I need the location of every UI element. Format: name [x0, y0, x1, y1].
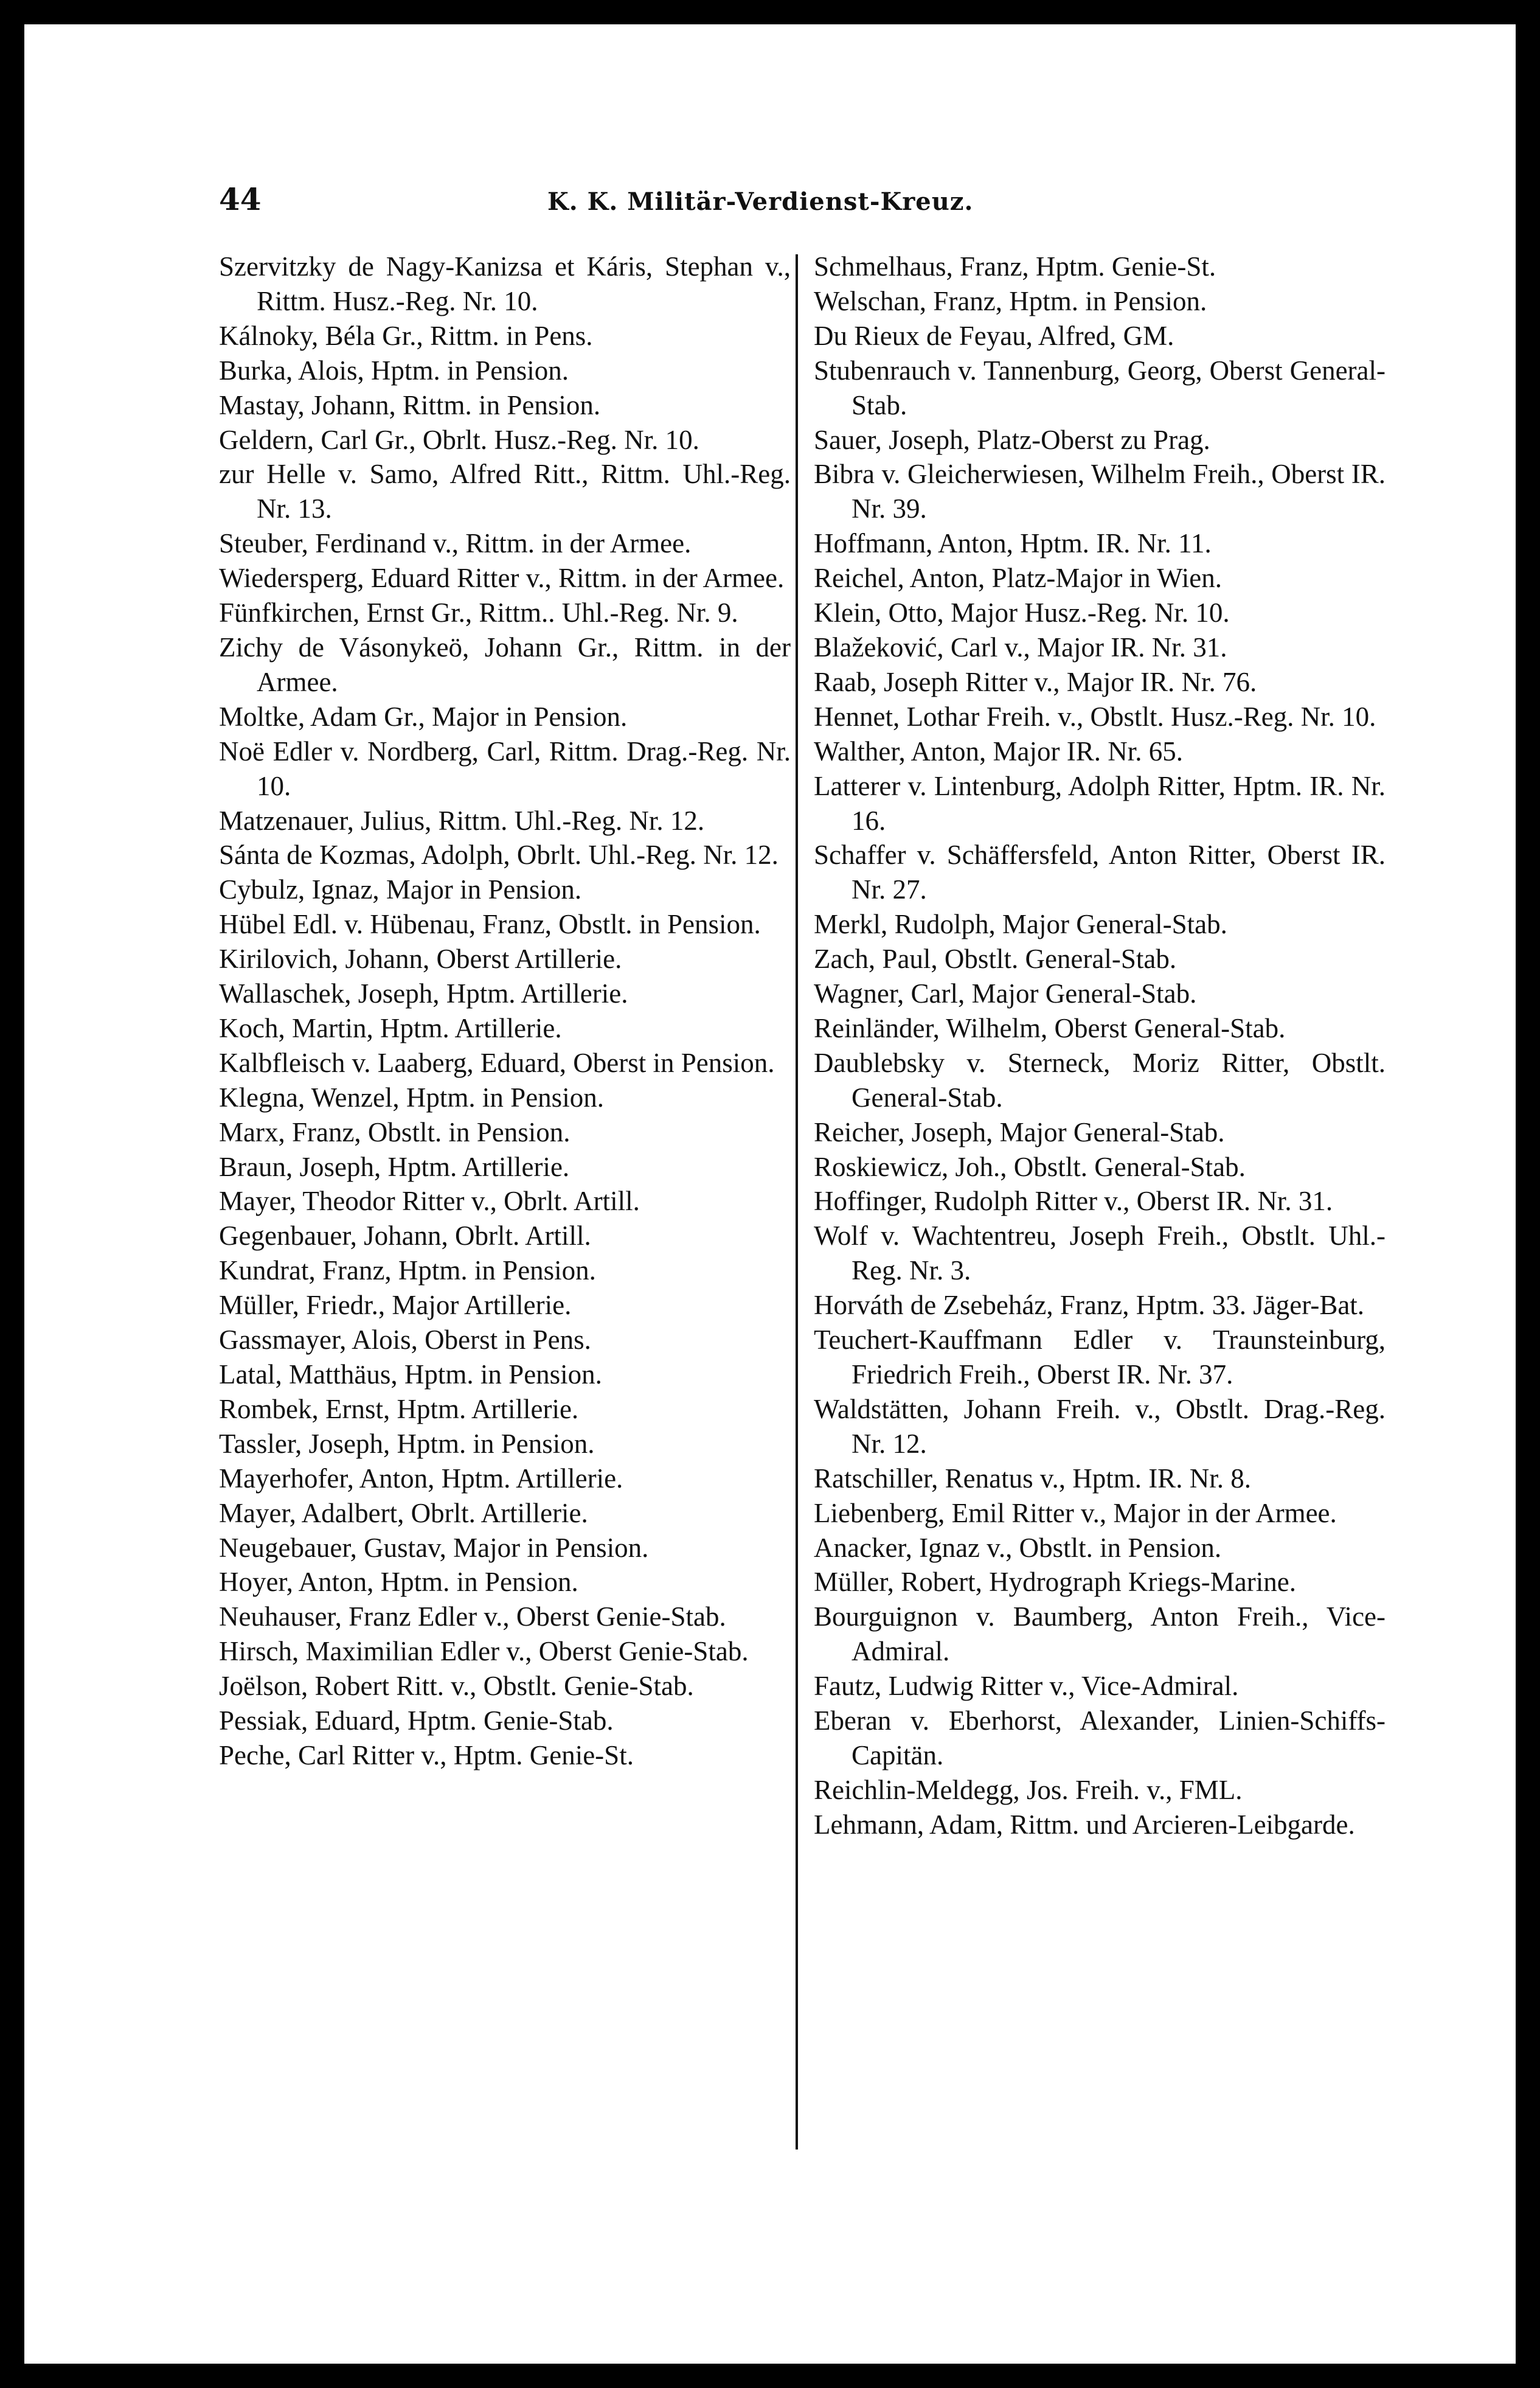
list-entry: Kalbfleisch v. Laaberg, Eduard, Oberst in Pension.: [219, 1047, 775, 1078]
list-entry: Wallaschek, Joseph, Hptm. Artillerie.: [219, 978, 628, 1009]
list-entry: Hoffinger, Rudolph Ritter v., Oberst IR. Nr. 31.: [814, 1186, 1333, 1217]
list-entry: Noë Edler v. Nordberg, Carl, Rittm. Drag.-Reg. Nr. 10.: [219, 736, 791, 801]
list-entry: Klein, Otto, Major Husz.-Reg. Nr. 10.: [814, 597, 1230, 628]
list-entry: Hübel Edl. v. Hübenau, Franz, Obstlt. in Pension.: [219, 909, 761, 940]
list-entry: Koch, Martin, Hptm. Artillerie.: [219, 1012, 562, 1043]
list-entry: Anacker, Ignaz v., Obstlt. in Pension.: [814, 1532, 1222, 1563]
list-entry: Du Rieux de Feyau, Alfred, GM.: [814, 320, 1174, 351]
list-entry: Ratschiller, Renatus v., Hptm. IR. Nr. 8.: [814, 1463, 1251, 1494]
list-entry: Klegna, Wenzel, Hptm. in Pension.: [219, 1082, 604, 1113]
running-title: K. K. Militär-Verdienst-Kreuz.: [547, 187, 974, 216]
list-entry: Szervitzky de Nagy-Kanizsa et Káris, Stephan v., Rittm. Husz.-Reg. Nr. 10.: [219, 251, 791, 316]
list-entry: Merkl, Rudolph, Major General-Stab.: [814, 909, 1227, 940]
list-entry: Walther, Anton, Major IR. Nr. 65.: [814, 736, 1183, 767]
list-entry: Fünfkirchen, Ernst Gr., Rittm.. Uhl.-Reg. Nr. 9.: [219, 597, 738, 628]
list-entry: Latterer v. Lintenburg, Adolph Ritter, Hptm. IR. Nr. 16.: [814, 770, 1386, 836]
list-entry: Hennet, Lothar Freih. v., Obstlt. Husz.-Reg. Nr. 10.: [814, 701, 1376, 732]
list-entry: Hoffmann, Anton, Hptm. IR. Nr. 11.: [814, 528, 1212, 559]
list-entry: Reicher, Joseph, Major General-Stab.: [814, 1116, 1225, 1147]
list-entry: Wolf v. Wachtentreu, Joseph Freih., Obstlt. Uhl.-Reg. Nr. 3.: [814, 1220, 1386, 1286]
list-entry: Müller, Robert, Hydrograph Kriegs-Marine.: [814, 1567, 1296, 1598]
list-entry: Hoyer, Anton, Hptm. in Pension.: [219, 1567, 578, 1598]
list-entry: Schaffer v. Schäffersfeld, Anton Ritter, Oberst IR. Nr. 27.: [814, 840, 1386, 905]
list-entry: Raab, Joseph Ritter v., Major IR. Nr. 76.: [814, 666, 1257, 697]
column-divider: [796, 254, 798, 2150]
left-column: [219, 249, 791, 1773]
list-entry: Reinländer, Wilhelm, Oberst General-Stab.: [814, 1012, 1286, 1043]
list-entry: Kálnoky, Béla Gr., Rittm. in Pens.: [219, 320, 593, 351]
list-entry: Mayer, Theodor Ritter v., Obrlt. Artill.: [219, 1186, 640, 1217]
list-entry: Cybulz, Ignaz, Major in Pension.: [219, 874, 582, 905]
list-entry: Teuchert-Kauffmann Edler v. Traunsteinburg, Friedrich Freih., Oberst IR. Nr. 37.: [814, 1325, 1386, 1390]
list-entry: Lehmann, Adam, Rittm. und Arcieren-Leibgarde.: [814, 1809, 1355, 1840]
list-entry: Wagner, Carl, Major General-Stab.: [814, 978, 1197, 1009]
list-entry: Eberan v. Eberhorst, Alexander, Linien-Schiffs-Capitän.: [814, 1705, 1386, 1770]
list-entry: Steuber, Ferdinand v., Rittm. in der Armee.: [219, 528, 692, 559]
book-page: [24, 24, 1516, 2364]
list-entry: Geldern, Carl Gr., Obrlt. Husz.-Reg. Nr. 10.: [219, 424, 699, 455]
list-entry: Schmelhaus, Franz, Hptm. Genie-St.: [814, 251, 1216, 282]
list-entry: Gassmayer, Alois, Oberst in Pens.: [219, 1325, 591, 1356]
list-entry: Sánta de Kozmas, Adolph, Obrlt. Uhl.-Reg. Nr. 12.: [219, 840, 779, 871]
list-entry: Mastay, Johann, Rittm. in Pension.: [219, 389, 601, 420]
list-entry: Gegenbauer, Johann, Obrlt. Artill.: [219, 1220, 591, 1251]
page-header: [24, 181, 1516, 236]
list-entry: Marx, Franz, Obstlt. in Pension.: [219, 1116, 571, 1147]
list-entry: Rombek, Ernst, Hptm. Artillerie.: [219, 1393, 579, 1424]
list-entry: zur Helle v. Samo, Alfred Ritt., Rittm. Uhl.-Reg. Nr. 13.: [219, 459, 791, 524]
list-entry: Kundrat, Franz, Hptm. in Pension.: [219, 1255, 596, 1286]
list-entry: Reichlin-Meldegg, Jos. Freih. v., FML.: [814, 1774, 1243, 1805]
page-number: 44: [219, 181, 262, 217]
list-entry: Pessiak, Eduard, Hptm. Genie-Stab.: [219, 1705, 614, 1736]
list-entry: Blažeković, Carl v., Major IR. Nr. 31.: [814, 632, 1227, 663]
list-entry: Daublebsky v. Sterneck, Moriz Ritter, Obstlt. General-Stab.: [814, 1047, 1386, 1113]
list-entry: Joëlson, Robert Ritt. v., Obstlt. Genie-Stab.: [219, 1671, 694, 1702]
list-entry: Kirilovich, Johann, Oberst Artillerie.: [219, 944, 622, 975]
list-entry: Burka, Alois, Hptm. in Pension.: [219, 355, 569, 386]
list-entry: Zach, Paul, Obstlt. General-Stab.: [814, 944, 1177, 975]
list-entry: Matzenauer, Julius, Rittm. Uhl.-Reg. Nr. 12.: [219, 805, 705, 836]
list-entry: Liebenberg, Emil Ritter v., Major in der Armee.: [814, 1497, 1337, 1528]
list-entry: Horváth de Zsebeház, Franz, Hptm. 33. Jäger-Bat.: [814, 1290, 1365, 1321]
list-entry: Neugebauer, Gustav, Major in Pension.: [219, 1532, 649, 1563]
list-entry: Latal, Matthäus, Hptm. in Pension.: [219, 1359, 602, 1390]
list-entry: Fautz, Ludwig Ritter v., Vice-Admiral.: [814, 1671, 1239, 1702]
list-entry: Stubenrauch v. Tannenburg, Georg, Oberst General-Stab.: [814, 355, 1386, 420]
list-entry: Neuhauser, Franz Edler v., Oberst Genie-Stab.: [219, 1601, 726, 1632]
list-entry: Mayer, Adalbert, Obrlt. Artillerie.: [219, 1497, 588, 1528]
list-entry: Braun, Joseph, Hptm. Artillerie.: [219, 1151, 570, 1182]
list-entry: Hirsch, Maximilian Edler v., Oberst Genie-Stab.: [219, 1636, 749, 1667]
list-entry: Tassler, Joseph, Hptm. in Pension.: [219, 1428, 595, 1459]
list-entry: Bourguignon v. Baumberg, Anton Freih., Vice-Admiral.: [814, 1601, 1386, 1667]
list-entry: Mayerhofer, Anton, Hptm. Artillerie.: [219, 1463, 623, 1494]
list-entry: Waldstätten, Johann Freih. v., Obstlt. Drag.-Reg. Nr. 12.: [814, 1393, 1386, 1459]
list-entry: Roskiewicz, Joh., Obstlt. General-Stab.: [814, 1151, 1246, 1182]
right-column: [814, 249, 1386, 1842]
list-entry: Peche, Carl Ritter v., Hptm. Genie-St.: [219, 1739, 634, 1770]
list-entry: Sauer, Joseph, Platz-Oberst zu Prag.: [814, 424, 1210, 455]
list-entry: Moltke, Adam Gr., Major in Pension.: [219, 701, 628, 732]
list-entry: Reichel, Anton, Platz-Major in Wien.: [814, 563, 1222, 594]
list-entry: Müller, Friedr., Major Artillerie.: [219, 1290, 572, 1321]
list-entry: Welschan, Franz, Hptm. in Pension.: [814, 285, 1207, 316]
list-entry: Wiedersperg, Eduard Ritter v., Rittm. in der Armee.: [219, 563, 785, 594]
list-entry: Bibra v. Gleicherwiesen, Wilhelm Freih., Oberst IR. Nr. 39.: [814, 459, 1386, 524]
list-entry: Zichy de Vásonykeö, Johann Gr., Rittm. in der Armee.: [219, 632, 791, 697]
